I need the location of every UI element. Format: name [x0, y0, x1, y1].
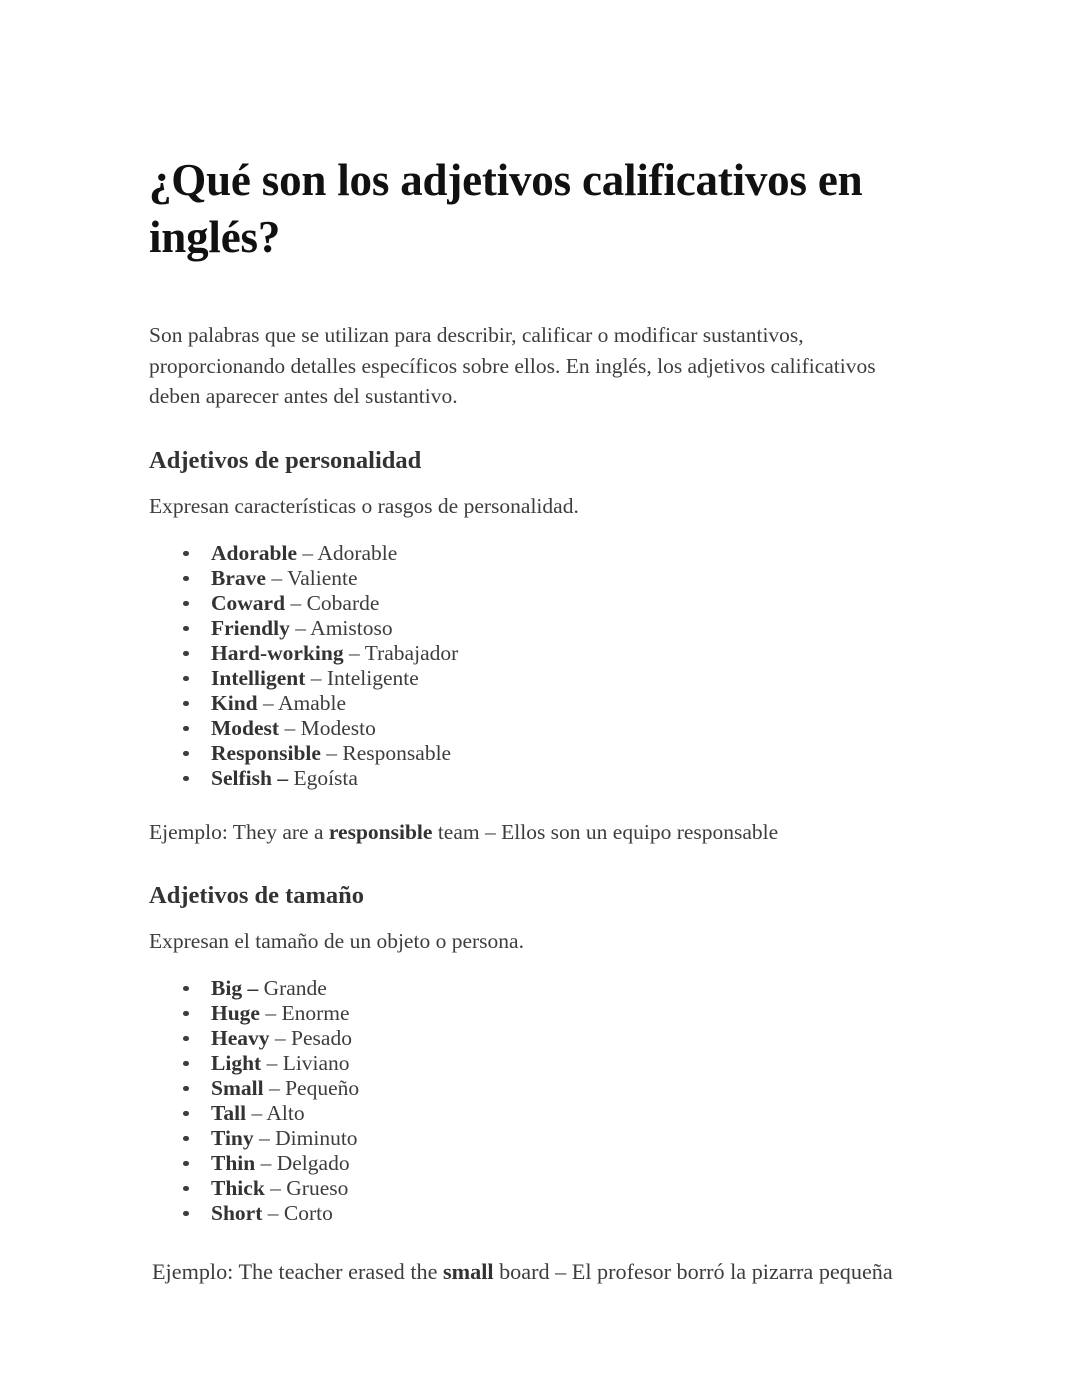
adjective-translation: Delgado	[276, 1150, 350, 1175]
list-item	[149, 1001, 931, 1026]
adjective-translation: Modesto	[300, 715, 376, 740]
bullet-icon	[183, 1061, 189, 1067]
adjective-term: Short	[211, 1200, 263, 1225]
separator-dash: –	[265, 565, 288, 590]
section-lead-text: Expresan características o rasgos de personalidad.	[149, 493, 579, 518]
bullet-icon	[183, 1111, 189, 1117]
separator-dash: –	[261, 1050, 283, 1075]
bullet-icon	[183, 1161, 189, 1167]
list-item	[149, 1026, 931, 1051]
adjective-term: Coward	[211, 590, 286, 615]
adjective-translation: Egoísta	[293, 765, 358, 790]
list-item	[149, 1101, 931, 1126]
separator-dash: –	[297, 540, 318, 565]
bullet-icon	[183, 751, 189, 757]
bullet-icon	[183, 1211, 189, 1217]
adjective-translation: Inteligente	[326, 665, 419, 690]
example-highlight: responsible	[328, 819, 433, 844]
list-item	[149, 591, 931, 616]
intro-paragraph: Son palabras que se utilizan para describir, calificar o modificar sustantivos, proporcionando detalles específicos sobre ellos. En inglés, los adjetivos calificativos deben aparecer antes del sustantivo.	[149, 323, 876, 409]
separator-dash: –	[285, 590, 307, 615]
adjective-term: Hard-working	[211, 640, 344, 665]
adjective-term: Modest	[211, 715, 280, 740]
adjective-term: Small	[211, 1075, 264, 1100]
list-item	[149, 1176, 931, 1201]
bullet-icon	[183, 676, 189, 682]
adjective-translation: Trabajador	[364, 640, 459, 665]
separator-dash: –	[246, 1100, 267, 1125]
list-item	[149, 716, 931, 741]
bullet-icon	[183, 726, 189, 732]
list-item	[149, 616, 931, 641]
adjective-term: Selfish	[211, 765, 272, 790]
list-item	[149, 1151, 931, 1176]
separator-dash: –	[255, 1150, 277, 1175]
separator-dash: –	[271, 765, 294, 790]
adjective-term: Kind	[211, 690, 258, 715]
bullet-icon	[183, 1036, 189, 1042]
list-item	[149, 766, 931, 791]
adjective-term: Tall	[211, 1100, 247, 1125]
section-tamano	[149, 880, 931, 1287]
separator-dash: –	[269, 1025, 292, 1050]
separator-dash: –	[259, 1000, 282, 1025]
list-item	[149, 566, 931, 591]
adjective-term: Big	[211, 975, 243, 1000]
list-item	[149, 741, 931, 766]
separator-dash: –	[262, 1200, 284, 1225]
list-item	[149, 541, 931, 566]
adjective-term: Heavy	[211, 1025, 270, 1050]
adjective-term: Responsible	[211, 740, 321, 765]
separator-dash: –	[242, 975, 264, 1000]
bullet-icon	[183, 626, 189, 632]
list-item	[149, 1201, 931, 1226]
adjective-list-personalidad	[149, 541, 931, 791]
adjective-term: Intelligent	[211, 665, 306, 690]
separator-dash: –	[320, 740, 343, 765]
separator-dash: –	[343, 640, 365, 665]
bullet-icon	[183, 1136, 189, 1142]
list-item	[149, 666, 931, 691]
section-heading: Adjetivos de personalidad	[149, 446, 422, 474]
bullet-icon	[183, 986, 189, 992]
adjective-translation: Responsable	[342, 740, 452, 765]
list-item	[149, 1126, 931, 1151]
document-content	[149, 152, 931, 1287]
example-suffix: team – Ellos son un equipo responsable	[432, 819, 779, 844]
bullet-icon	[183, 651, 189, 657]
adjective-translation: Enorme	[281, 1000, 350, 1025]
example-prefix: Ejemplo: The teacher erased the	[152, 1258, 443, 1284]
adjective-term: Huge	[211, 1000, 260, 1025]
adjective-translation: Diminuto	[275, 1125, 358, 1150]
adjective-translation: Pequeño	[285, 1075, 360, 1100]
adjective-translation: Grueso	[286, 1175, 349, 1200]
separator-dash: –	[289, 615, 311, 640]
adjective-translation: Corto	[283, 1200, 333, 1225]
adjective-translation: Liviano	[282, 1050, 350, 1075]
adjective-term: Thin	[211, 1150, 256, 1175]
bullet-icon	[183, 1011, 189, 1017]
adjective-translation: Alto	[266, 1100, 305, 1125]
separator-dash: –	[264, 1175, 287, 1200]
list-item	[149, 1076, 931, 1101]
adjective-term: Thick	[211, 1175, 265, 1200]
separator-dash: –	[257, 690, 278, 715]
adjective-translation: Amable	[277, 690, 347, 715]
bullet-icon	[183, 576, 189, 582]
adjective-term: Brave	[211, 565, 266, 590]
adjective-translation: Amistoso	[310, 615, 393, 640]
section-personalidad	[149, 445, 931, 847]
adjective-translation: Grande	[263, 975, 327, 1000]
separator-dash: –	[305, 665, 327, 690]
bullet-icon	[183, 701, 189, 707]
section-lead-text: Expresan el tamaño de un objeto o persona.	[149, 928, 524, 953]
list-item	[149, 1051, 931, 1076]
page-title: ¿Qué son los adjetivos calificativos en inglés?	[149, 155, 863, 263]
separator-dash: –	[263, 1075, 286, 1100]
adjective-term: Friendly	[211, 615, 290, 640]
bullet-icon	[183, 1186, 189, 1192]
section-heading: Adjetivos de tamaño	[149, 881, 365, 909]
adjective-term: Tiny	[211, 1125, 254, 1150]
list-item	[149, 641, 931, 666]
bullet-icon	[183, 776, 189, 782]
adjective-list-tamano	[149, 976, 931, 1226]
adjective-translation: Adorable	[317, 540, 398, 565]
adjective-term: Light	[211, 1050, 262, 1075]
adjective-term: Adorable	[211, 540, 297, 565]
list-item	[149, 691, 931, 716]
example-line	[149, 817, 931, 847]
separator-dash: –	[253, 1125, 276, 1150]
list-item	[149, 976, 931, 1001]
adjective-translation: Cobarde	[306, 590, 380, 615]
example-line	[152, 1256, 931, 1287]
bullet-icon	[183, 1086, 189, 1092]
adjective-translation: Valiente	[287, 565, 358, 590]
example-suffix: board – El profesor borró la pizarra pequeña	[493, 1258, 893, 1284]
bullet-icon	[183, 551, 189, 557]
adjective-translation: Pesado	[291, 1025, 352, 1050]
example-highlight: small	[442, 1258, 494, 1284]
example-prefix: Ejemplo: They are a	[149, 819, 329, 844]
separator-dash: –	[279, 715, 301, 740]
bullet-icon	[183, 601, 189, 607]
